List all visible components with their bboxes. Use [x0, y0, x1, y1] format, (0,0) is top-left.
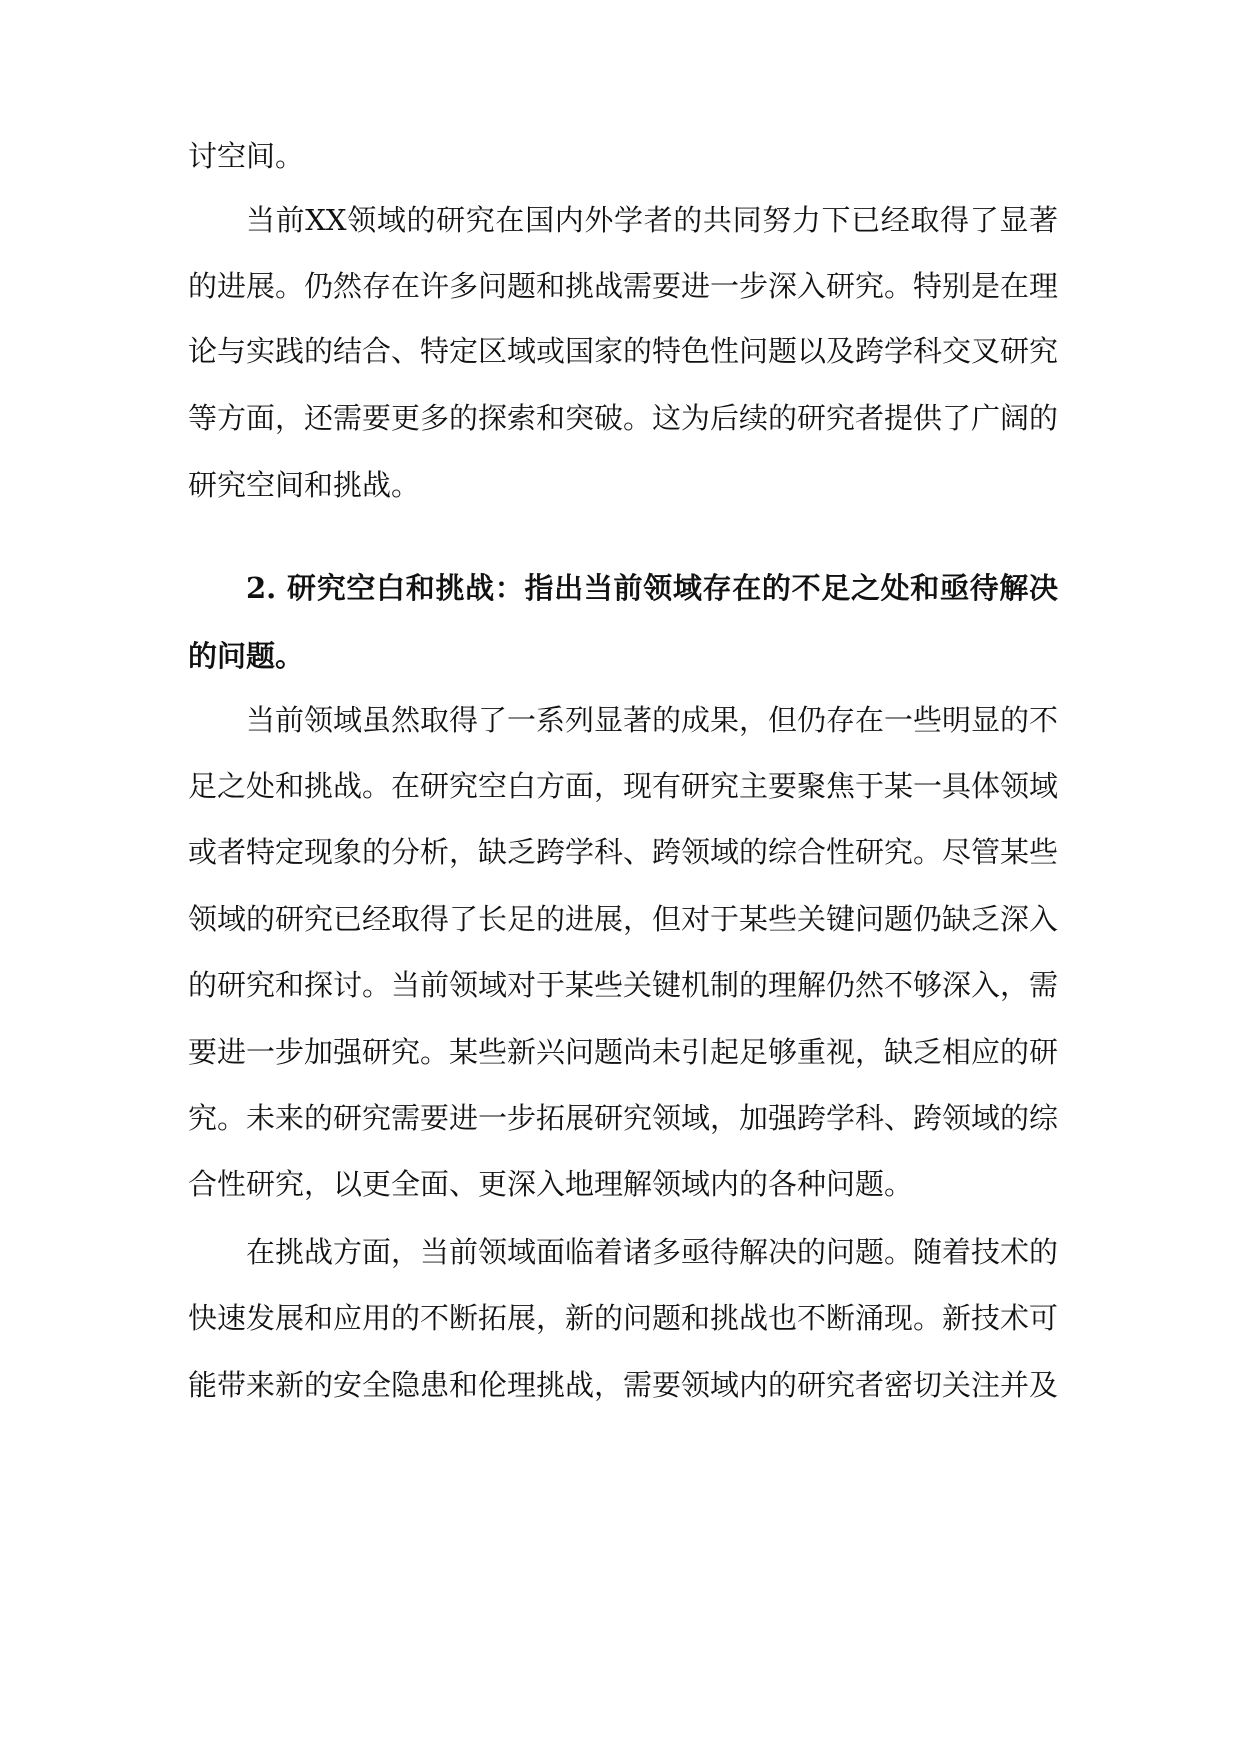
paragraph-2-line-1: 当前领域虽然取得了一系列显著的成果，但仍存在一些明显的不	[246, 703, 1059, 737]
paragraph-2-line-4: 领域的研究已经取得了长足的进展，但对于某些关键问题仍缺乏深入	[188, 902, 1059, 936]
paragraph-1-line-1: 当前XX领域的研究在国内外学者的共同努力下已经取得了显著	[246, 203, 1058, 237]
paragraph-3-line-3: 能带来新的安全隐患和伦理挑战，需要领域内的研究者密切关注并及	[188, 1368, 1059, 1402]
paragraph-1-line-4: 等方面，还需要更多的探索和突破。这为后续的研究者提供了广阔的	[188, 401, 1059, 435]
paragraph-2-line-3: 或者特定现象的分析，缺乏跨学科、跨领域的综合性研究。尽管某些	[188, 835, 1059, 869]
paragraph-2-line-7: 究。未来的研究需要进一步拓展研究领域，加强跨学科、跨领域的综	[188, 1101, 1059, 1135]
paragraph-2-line-6: 要进一步加强研究。某些新兴问题尚未引起足够重视，缺乏相应的研	[188, 1035, 1059, 1069]
section-heading-line-2: 的问题。	[188, 639, 305, 673]
intro-tail-line: 讨空间。	[188, 139, 305, 173]
paragraph-2-line-8: 合性研究，以更全面、更深入地理解领域内的各种问题。	[188, 1167, 914, 1201]
paragraph-2-line-2: 足之处和挑战。在研究空白方面，现有研究主要聚焦于某一具体领域	[188, 769, 1059, 803]
section-heading-line-1: 2. 研究空白和挑战：指出当前领域存在的不足之处和亟待解决	[246, 571, 1058, 605]
paragraph-3-line-1: 在挑战方面，当前领域面临着诸多亟待解决的问题。随着技术的	[246, 1235, 1059, 1269]
paragraph-1-line-2: 的进展。仍然存在许多问题和挑战需要进一步深入研究。特别是在理	[188, 269, 1059, 303]
paragraph-1-line-3: 论与实践的结合、特定区域或国家的特色性问题以及跨学科交叉研究	[188, 334, 1059, 368]
paragraph-3-line-2: 快速发展和应用的不断拓展，新的问题和挑战也不断涌现。新技术可	[188, 1301, 1059, 1335]
paragraph-2-line-5: 的研究和探讨。当前领域对于某些关键机制的理解仍然不够深入，需	[188, 968, 1059, 1002]
paragraph-1-line-5: 研究空间和挑战。	[188, 468, 421, 502]
